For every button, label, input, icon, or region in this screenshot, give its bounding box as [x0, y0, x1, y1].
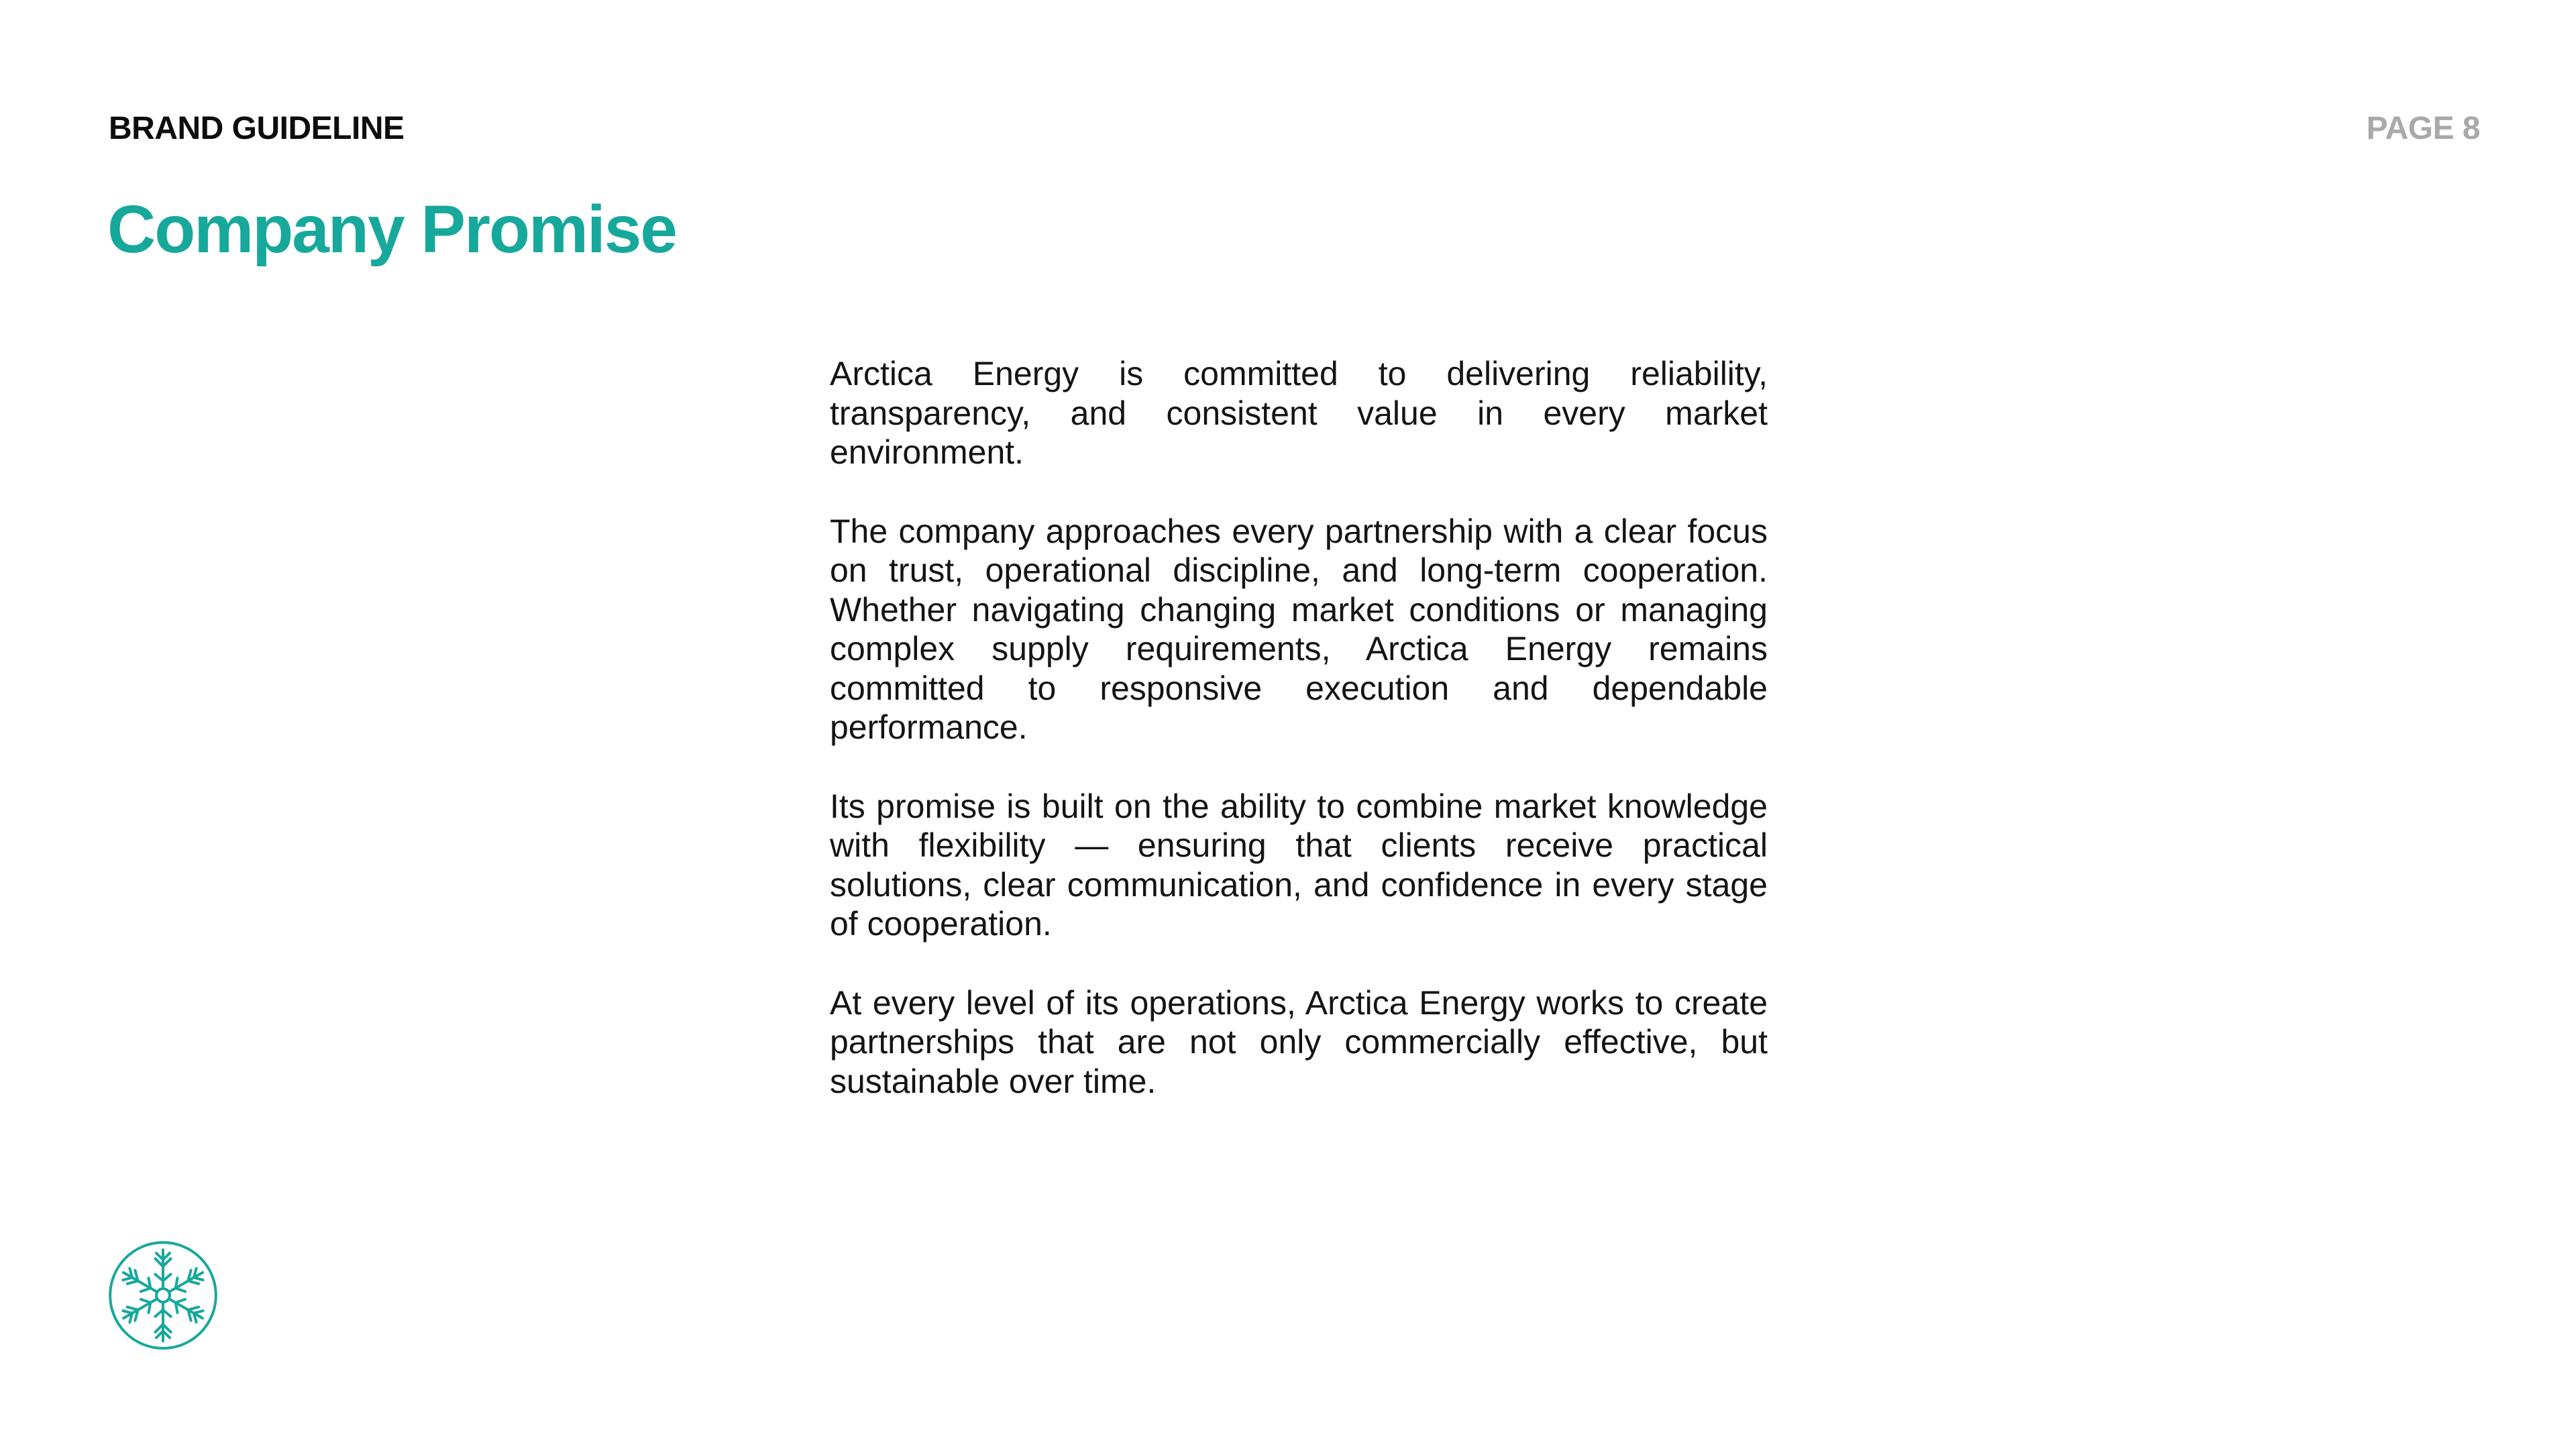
paragraph-promise: Its promise is built on the ability to combine market knowledge with flexibility — ensuring that clients receive practical solutions, clear communication, and confidence in every stage of cooperation.	[830, 787, 1768, 943]
paragraph-partnership: The company approaches every partnership with a clear focus on trust, operational discipline, and long-term cooperation. Whether navigating changing market conditions or managing complex supply requirements, Arctica Energy remains committed to responsive execution and dependable performance.	[830, 512, 1768, 746]
paragraph-operations: At every level of its operations, Arctica Energy works to create partnerships that are not only commercially effective, but sustainable over time.	[830, 983, 1768, 1100]
snowflake-logo-icon	[107, 1240, 219, 1351]
body-copy	[830, 354, 1768, 1140]
page-number: PAGE 8	[2366, 111, 2480, 146]
brand-guideline-label: BRAND GUIDELINE	[109, 111, 405, 146]
page-title: Company Promise	[107, 192, 677, 267]
paragraph-commitment: Arctica Energy is committed to delivering reliability, transparency, and consistent value in every market environment.	[830, 355, 1768, 471]
